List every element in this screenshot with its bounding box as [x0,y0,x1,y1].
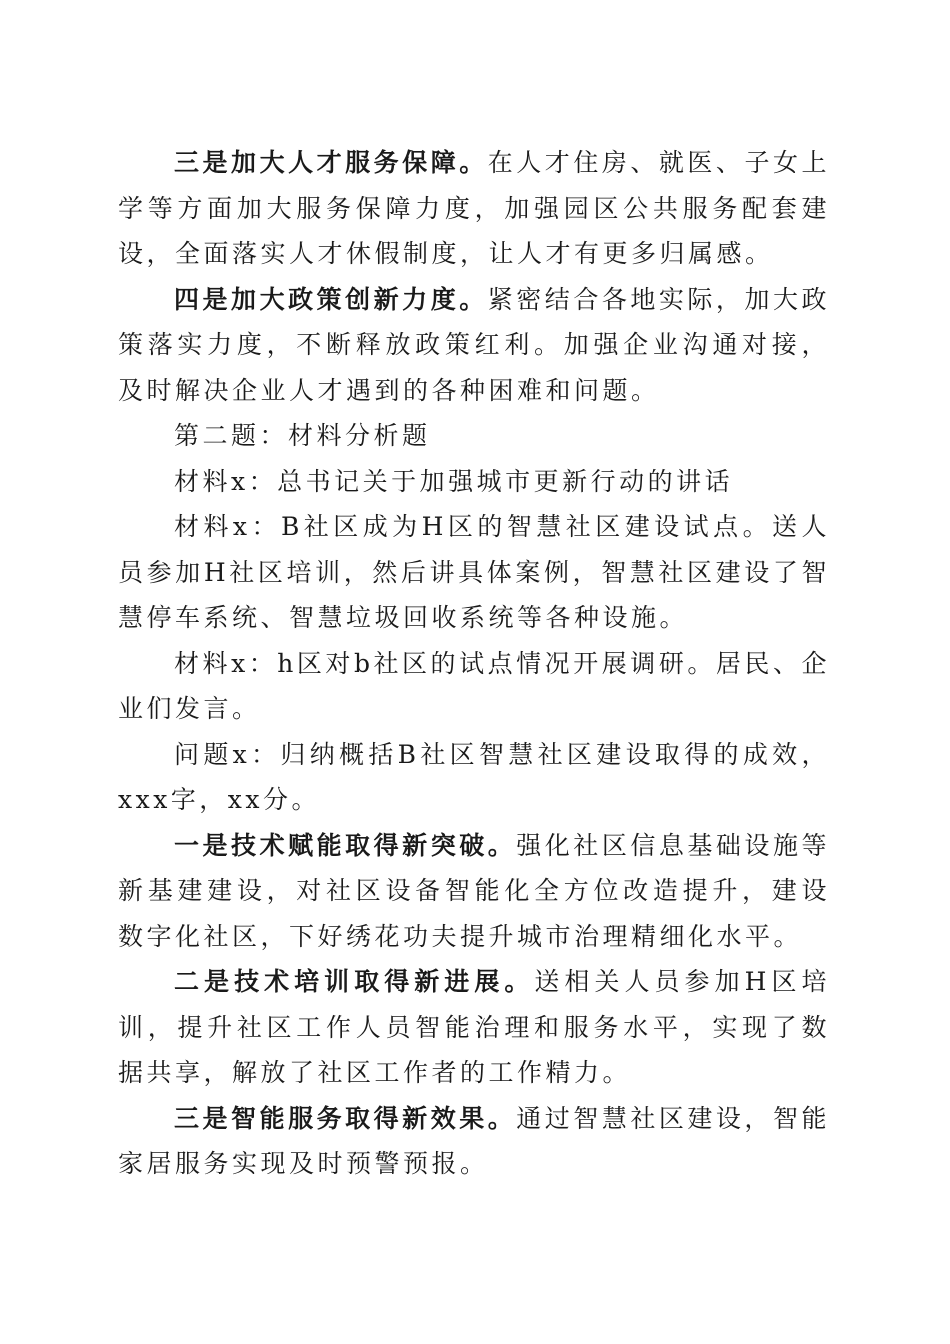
document-body [118,140,830,1187]
paragraph-tech-empowerment [118,823,830,960]
material-item [118,504,830,641]
paragraph-tech-training [118,959,830,1096]
paragraph-text: 通过智慧社区建设，智能家居服务实现及时预警预报。 [118,1103,830,1178]
paragraph-text: 强化社区信息基础设施等新基建建设，对社区设备智能化全方位改造提升，建设数字化社区，下好绣花功夫提升城市治理精细化水平。 [118,830,830,951]
paragraph-lead: 一是技术赋能取得新突破。 [174,830,517,860]
paragraph-text: 在人才住房、就医、子女上学等方面加大服务保障力度，加强园区公共服务配套建设，全面落实人才休假制度，让人才有更多归属感。 [118,148,830,268]
paragraph-text: 材料x：B社区成为H区的智慧社区建设试点。送人员参加H社区培训，然后讲具体案例，智慧社区建设了智慧停车系统、智慧垃圾回收系统等各种设施。 [118,512,830,632]
paragraph-lead: 三是智能服务取得新效果。 [174,1103,517,1133]
paragraph-text: 问题x：归纳概括B社区智慧社区建设取得的成效，xxx字，xx分。 [118,739,830,814]
paragraph-talent-service [118,140,830,277]
paragraph-text: 紧密结合各地实际，加大政策落实力度，不断释放政策红利。加强企业沟通对接，及时解决企业人才遇到的各种困难和问题。 [118,284,830,405]
paragraph-policy-innovation [118,277,830,414]
section-heading [118,413,830,459]
material-item [118,459,830,505]
paragraph-lead: 四是加大政策创新力度。 [174,284,488,314]
paragraph-text: 材料x：总书记关于加强城市更新行动的讲话 [174,466,734,496]
paragraph-text: 送相关人员参加H区培训，提升社区工作人员智能治理和服务水平，实现了数据共享，解放了社区工作者的工作精力。 [118,967,830,1087]
paragraph-smart-service [118,1096,830,1187]
paragraph-lead: 二是技术培训取得新进展。 [174,967,535,996]
paragraph-text: 第二题：材料分析题 [174,421,431,450]
paragraph-lead: 三是加大人才服务保障。 [174,148,488,177]
paragraph-text: 材料x：h区对b社区的试点情况开展调研。居民、企业们发言。 [118,648,830,723]
question-item [118,732,830,823]
material-item [118,641,830,732]
